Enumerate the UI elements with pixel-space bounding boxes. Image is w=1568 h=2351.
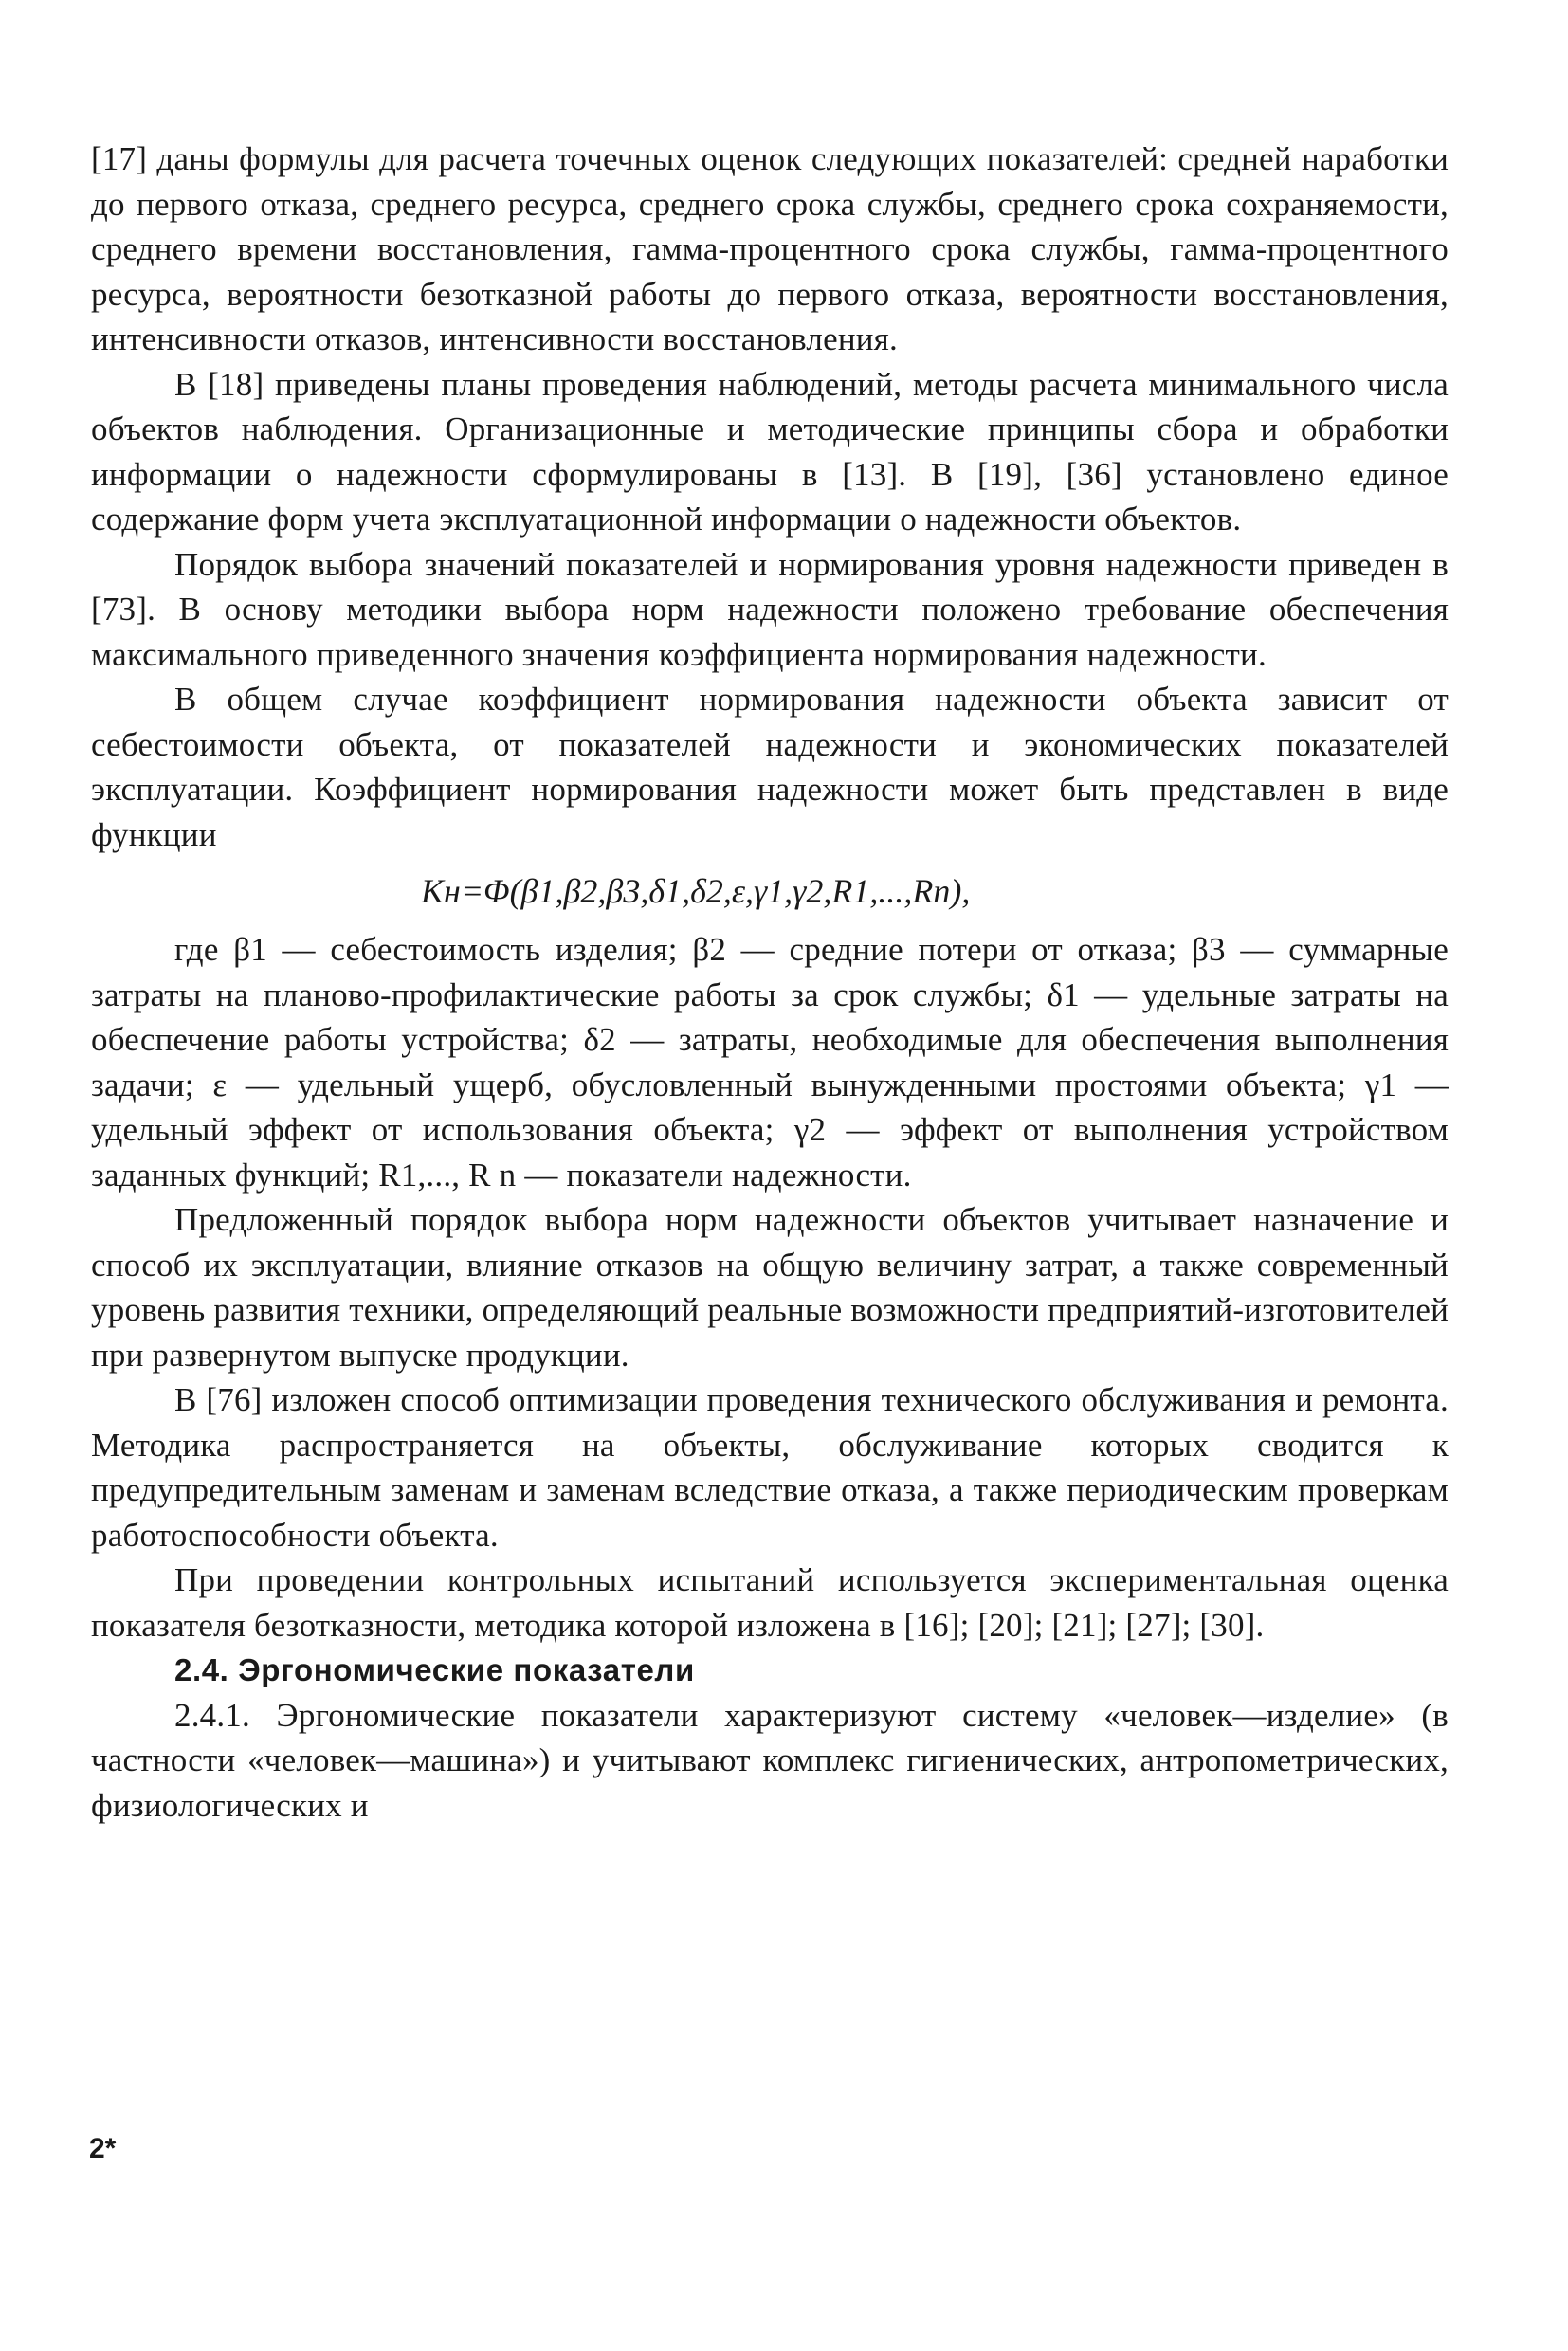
paragraph-normalization-coefficient: В общем случае коэффициент нормирования надежности объекта зависит от себестоимости объекта, от показателей надежности и экономических показателей эксплуатации. Коэффициент нормирования надежности может быть представлен в виде функции [91, 681, 1449, 853]
paragraph-proposed-order: Предложенный порядок выбора норм надежности объектов учитывает назначение и способ их эксплуатации, влияние отказов на общую величину затрат, а также современный уровень развития техники, определяющий реальные возможности предприятий-изготовителей при развернутом выпуске продукции. [91, 1201, 1449, 1374]
paragraph-maintenance-optimization: В [76] изложен способ оптимизации проведения технического обслуживания и ремонта. Методика распространяется на объекты, обслуживание которых сводится к предупредительным заменам и заменам вследствие отказа, а также периодическим проверкам работоспособности объекта. [91, 1381, 1449, 1554]
text-column [91, 137, 1449, 1828]
paragraph-selection-order: Порядок выбора значений показателей и нормирования уровня надежности приведен в [73]. В основу методики выбора норм надежности положено требование обеспечения максимального приведенного значения коэффициента нормирования надежности. [91, 545, 1449, 673]
section-heading: 2.4. Эргономические показатели [174, 1652, 695, 1687]
paragraph-variable-definitions: где β1 — себестоимость изделия; β2 — средние потери от отказа; β3 — суммарные затраты на планово-профилактические работы за срок службы; δ1 — удельные затраты на обеспечение работы устройства; δ2 — затраты, необходимые для обеспечения выполнения задачи; ε — удельный ущерб, обусловленный вынужденными простоями объекта; γ1 — удельный эффект от использования объекта; γ2 — эффект от выполнения устройством заданных функций; R1,..., R n — показатели надежности. [91, 931, 1449, 1194]
formula-kn: Kн=Φ(β1,β2,β3,δ1,δ2,ε,γ1,γ2,R1,...,Rn), [421, 872, 971, 910]
paragraph-ergonomic-indicators: 2.4.1. Эргономические показатели характеризуют систему «человек—изделие» (в частности «человек—машина») и учитывают комплекс гигиенических, антропометрических, физиологических и [91, 1696, 1449, 1824]
paragraph-formulas-list: [17] даны формулы для расчета точечных оценок следующих показателей: средней наработки до первого отказа, среднего ресурса, среднего срока службы, среднего срока сохраняемости, среднего времени восстановления, гамма-процентного срока службы, гамма-процентного ресурса, вероятности безотказной работы до первого отказа, вероятности восстановления, интенсивности отказов, интенсивности восстановления. [91, 140, 1449, 357]
page-number: 2* [89, 2133, 117, 2164]
paragraph-control-tests: При проведении контрольных испытаний используется экспериментальная оценка показателя безотказности, методика которой изложена в [16]; [20]; [21]; [27]; [30]. [91, 1561, 1449, 1644]
paragraph-observation-plans: В [18] приведены планы проведения наблюдений, методы расчета минимального числа объектов наблюдения. Организационные и методические принципы сбора и обработки информации о надежности сформулированы в [13]. В [19], [36] установлено единое содержание форм учета эксплуатационной информации о надежности объектов. [91, 365, 1449, 538]
